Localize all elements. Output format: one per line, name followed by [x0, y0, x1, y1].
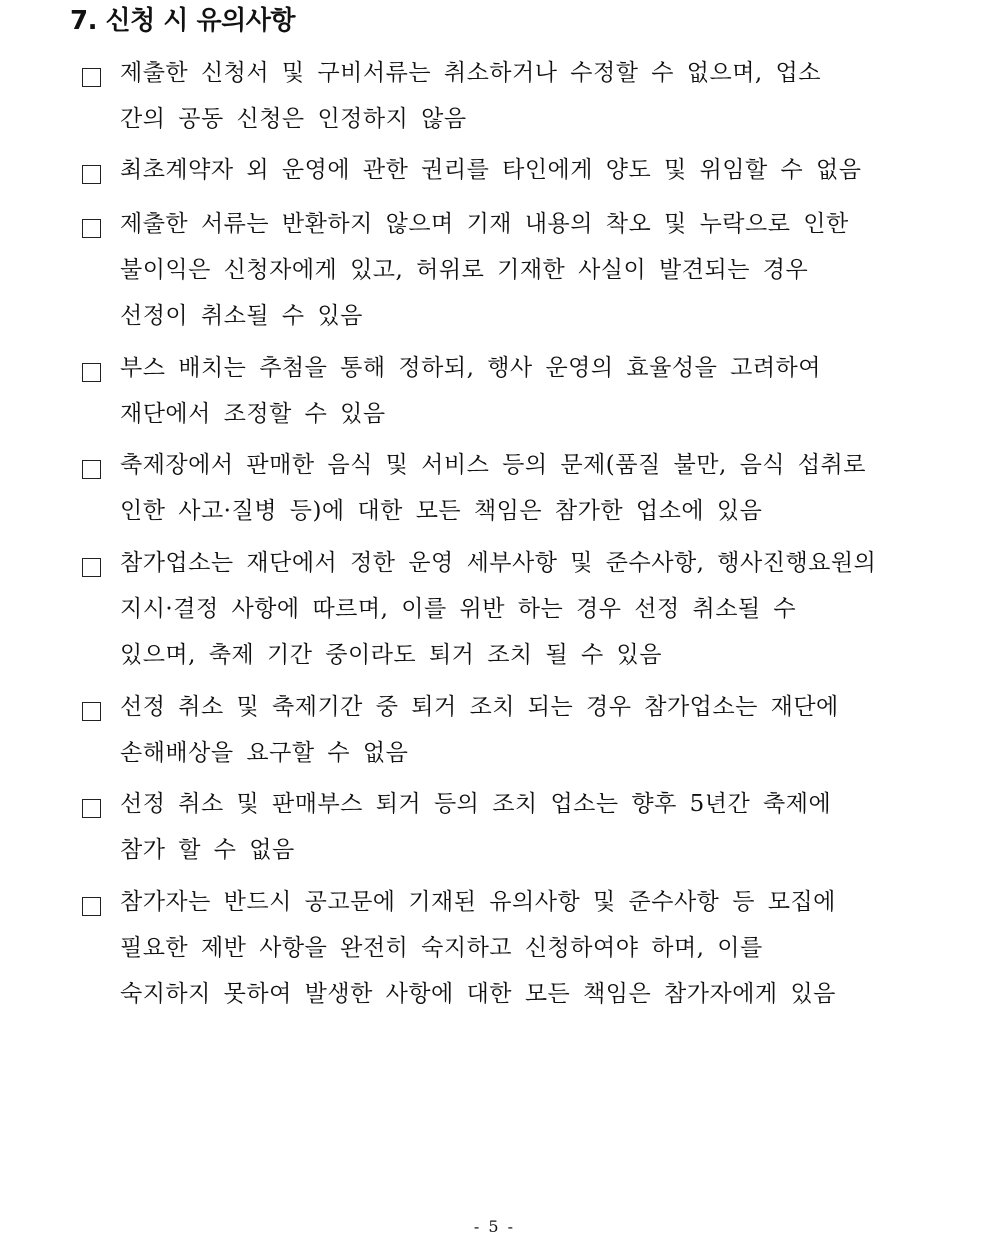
- checkbox-icon: [82, 363, 101, 382]
- item-text-line: 참가업소는 재단에서 정한 운영 세부사항 및 준수사항, 행사진행요원의: [120, 550, 877, 576]
- item-text-line: 제출한 신청서 및 구비서류는 취소하거나 수정할 수 없으며, 업소: [120, 60, 821, 86]
- checkbox-icon: [82, 460, 101, 479]
- checkbox-icon: [82, 558, 101, 577]
- item-text-line: 참가 할 수 없음: [120, 837, 295, 863]
- item-text-line: 축제장에서 판매한 음식 및 서비스 등의 문제(품질 불만, 음식 섭취로: [120, 452, 866, 478]
- item-text-line: 선정 취소 및 축제기간 중 퇴거 조치 되는 경우 참가업소는 재단에: [120, 694, 839, 720]
- item-text-line: 있으며, 축제 기간 중이라도 퇴거 조치 될 수 있음: [120, 642, 662, 668]
- item-text-line: 참가자는 반드시 공고문에 기재된 유의사항 및 준수사항 등 모집에: [120, 889, 836, 915]
- item-text-line: 불이익은 신청자에게 있고, 허위로 기재한 사실이 발견되는 경우: [120, 257, 809, 283]
- checkbox-icon: [82, 68, 101, 87]
- item-text-line: 선정이 취소될 수 있음: [120, 303, 363, 329]
- item-text-line: 숙지하지 못하여 발생한 사항에 대한 모든 책임은 참가자에게 있음: [120, 981, 836, 1007]
- item-text-line: 제출한 서류는 반환하지 않으며 기재 내용의 착오 및 누락으로 인한: [120, 211, 849, 237]
- page-number: - 5 -: [473, 1217, 516, 1236]
- item-text-line: 인한 사고·질병 등)에 대한 모든 책임은 참가한 업소에 있음: [120, 498, 763, 524]
- item-text-line: 최초계약자 외 운영에 관한 권리를 타인에게 양도 및 위임할 수 없음: [120, 157, 862, 183]
- item-text-line: 필요한 제반 사항을 완전히 숙지하고 신청하여야 하며, 이를: [120, 935, 763, 961]
- checkbox-icon: [82, 799, 101, 818]
- checkbox-icon: [82, 219, 101, 238]
- checkbox-icon: [82, 702, 101, 721]
- item-text-line: 간의 공동 신청은 인정하지 않음: [120, 106, 467, 132]
- item-text-line: 부스 배치는 추첨을 통해 정하되, 행사 운영의 효율성을 고려하여: [120, 355, 821, 381]
- item-text-line: 지시·결정 사항에 따르며, 이를 위반 하는 경우 선정 취소될 수: [120, 596, 797, 622]
- checkbox-icon: [82, 897, 101, 916]
- checkbox-icon: [82, 165, 101, 184]
- item-text-line: 선정 취소 및 판매부스 퇴거 등의 조치 업소는 향후 5년간 축제에: [120, 791, 832, 817]
- item-text-line: 재단에서 조정할 수 있음: [120, 401, 386, 427]
- item-text-line: 손해배상을 요구할 수 없음: [120, 740, 409, 766]
- section-title: 7. 신청 시 유의사항: [70, 6, 295, 36]
